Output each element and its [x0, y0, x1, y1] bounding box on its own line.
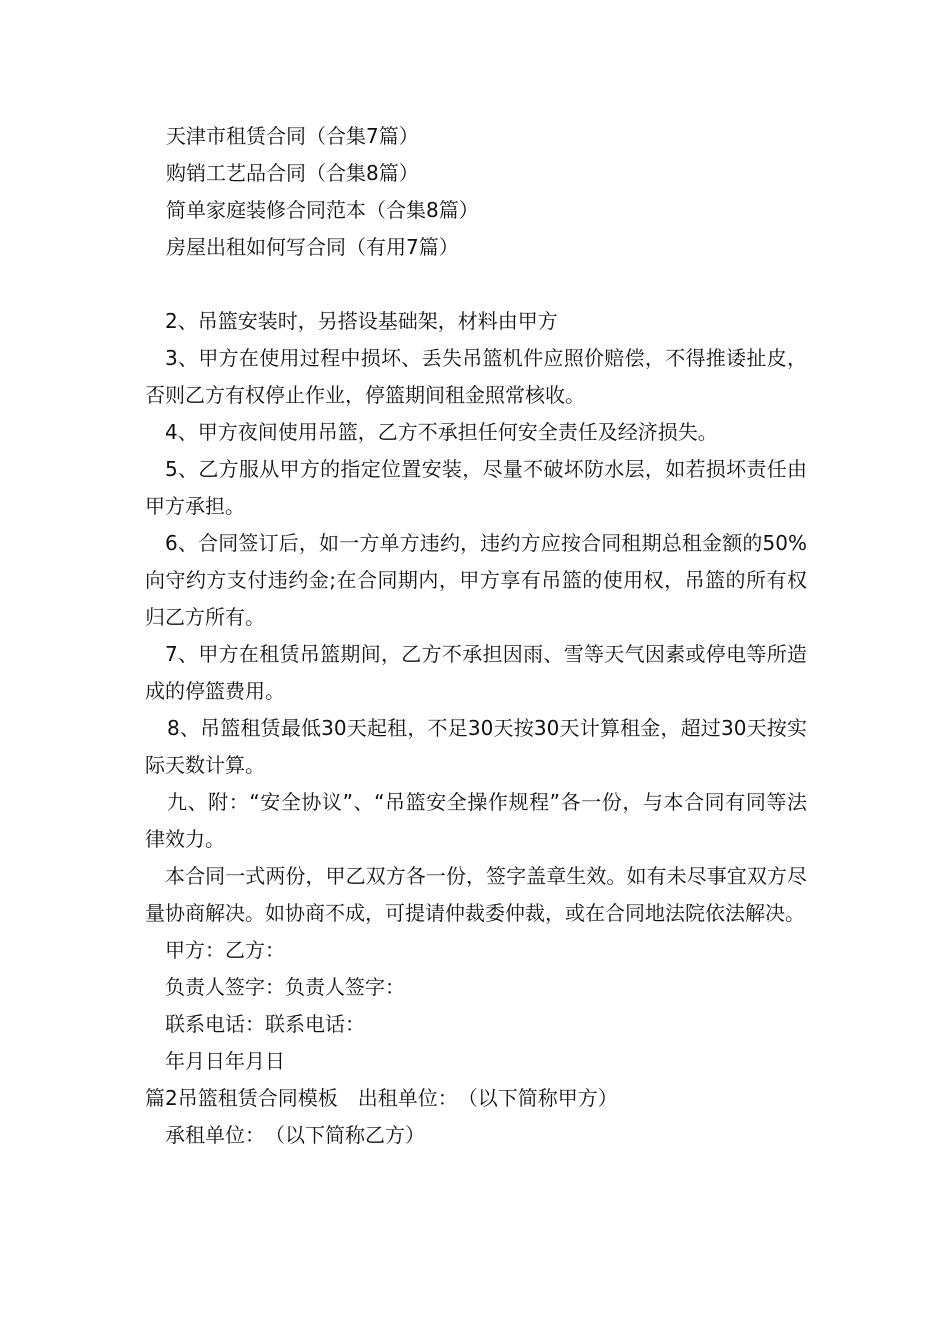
closing-paragraph: 本合同一式两份，甲乙双方各一份，签字盖章生效。如有未尽事宜双方尽量协商解决。如协商不成，可提请仲裁委仲裁，或在合同地法院依法解决。 — [145, 864, 807, 925]
clause-6: 6、合同签订后，如一方单方违约，违约方应按合同租期总租金额的50%向守约方支付违约金;在合同期内，甲方享有吊篮的使用权，吊篮的所有权归乙方所有。 — [145, 531, 807, 629]
clause-7: 7、甲方在租赁吊篮期间，乙方不承担因雨、雪等天气因素或停电等所造成的停篮费用。 — [145, 642, 807, 703]
related-link[interactable]: 购销工艺品合同（合集8篇） — [166, 161, 419, 185]
lessee-line: 承租单位： （以下简称乙方） — [165, 1123, 425, 1147]
clause-4: 4、甲方夜间使用吊篮，乙方不承担任何安全责任及经济损失。 — [165, 420, 718, 444]
section-heading: 篇2吊篮租赁合同模板 出租单位： （以下简称甲方） — [145, 1086, 618, 1110]
clause-3: 3、甲方在使用过程中损坏、丢失吊篮机件应照价赔偿，不得推诿扯皮，否则乙方有权停止作业，停篮期间租金照常核收。 — [145, 346, 807, 407]
clause-5: 5、乙方服从甲方的指定位置安装，尽量不破坏防水层，如若损坏责任由甲方承担。 — [145, 457, 807, 518]
clause-8: 8、吊篮租赁最低30天起租，不足30天按30天计算租金，超过30天按实际天数计算。 — [145, 716, 807, 777]
phone-line: 联系电话：联系电话： — [165, 1012, 365, 1036]
related-links-list — [166, 118, 866, 266]
party-line: 甲方：乙方： — [165, 938, 285, 962]
date-line: 年月日年月日 — [165, 1049, 285, 1073]
related-link[interactable]: 房屋出租如何写合同（有用7篇） — [166, 235, 459, 259]
related-link[interactable]: 天津市租赁合同（合集7篇） — [166, 124, 419, 148]
clause-2: 2、吊篮安装时，另搭设基础架，材料由甲方 — [165, 309, 558, 333]
contract-body — [145, 303, 807, 1154]
related-link[interactable]: 简单家庭装修合同范本（合集8篇） — [166, 198, 479, 222]
clause-appendix: 九、附：“安全协议”、“吊篮安全操作规程”各一份，与本合同有同等法律效力。 — [145, 790, 807, 851]
signature-line: 负责人签字：负责人签字： — [165, 975, 405, 999]
